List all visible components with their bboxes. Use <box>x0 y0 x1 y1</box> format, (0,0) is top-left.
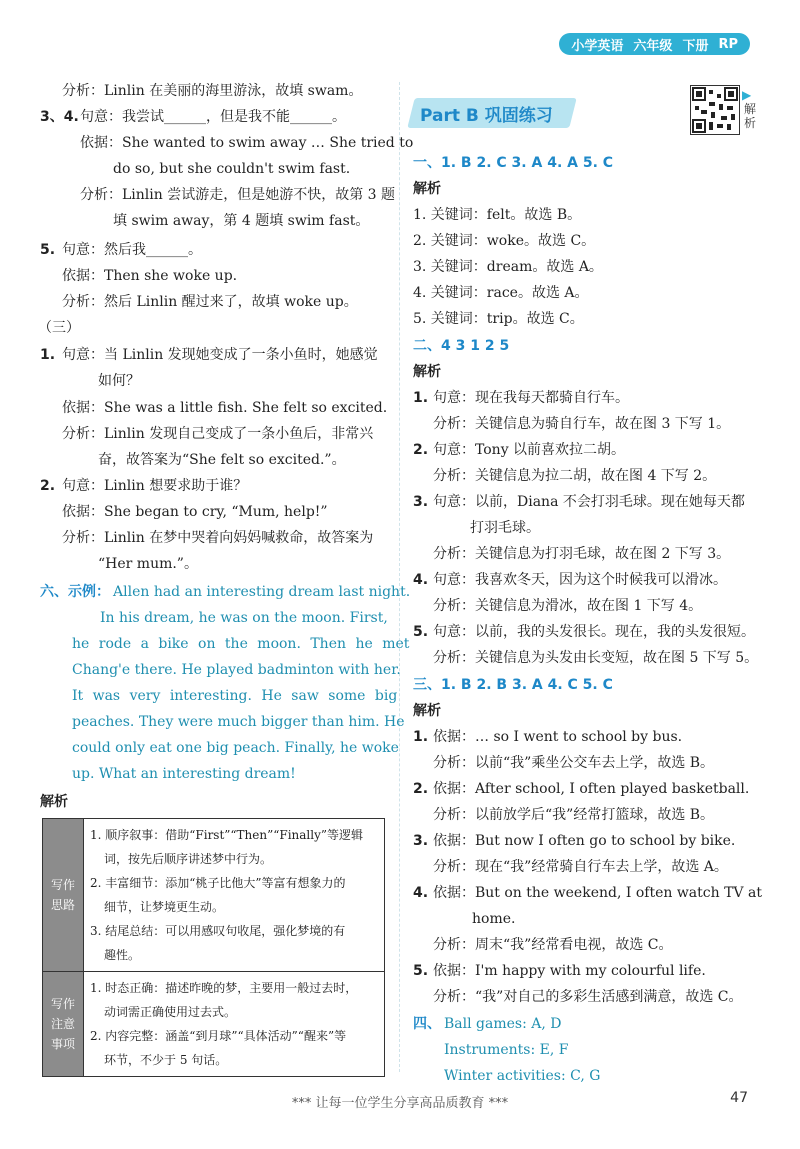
analysis: 分析：周末“我”经常看电视，故选 C。 <box>433 937 673 953</box>
evidence: 依据：I'm happy with my colourful life. <box>433 963 706 979</box>
analysis: 分析：Linlin 发现自己变成了一条小鱼后，非常兴 <box>62 426 374 442</box>
evidence: 依据：After school, I often played basketball. <box>433 781 750 797</box>
sentence-meaning: 句意：然后我______。 <box>62 242 202 258</box>
page-number: 47 <box>730 1090 748 1106</box>
analysis: 分析：关键信息为骑自行车，故在图 3 下写 1。 <box>433 416 731 432</box>
evidence: 依据：But on the weekend, I often watch TV at <box>433 885 762 901</box>
evidence: 依据：Then she woke up. <box>62 268 238 284</box>
item-number: 3. <box>413 833 429 849</box>
sample-line: could only eat one big peach. Finally, he woke <box>72 740 399 756</box>
section-answers: 一、1. B 2. C 3. A 4. A 5. C <box>413 155 614 171</box>
question-number: 2. <box>40 478 56 494</box>
writing-analysis-table <box>42 818 385 1077</box>
column-divider <box>399 82 401 1072</box>
header-grade: 六年级 <box>633 38 673 54</box>
evidence-cont: do so, but she couldn't swim fast. <box>113 161 351 177</box>
analysis: 分析：关键信息为打羽毛球，故在图 2 下写 3。 <box>433 546 731 562</box>
footer-slogan: *** 让每一位学生分享高品质教育 *** <box>291 1096 509 1111</box>
sample-label: 六、示例： <box>40 584 110 600</box>
analysis: 分析：“我”对自己的多彩生活感到满意，故选 C。 <box>433 989 743 1005</box>
item-number: 5. <box>413 963 429 979</box>
item-number: 1. <box>413 729 429 745</box>
sample-line: Allen had an interesting dream last night. <box>113 584 411 600</box>
evidence: 依据：… so I went to school by bus. <box>433 729 683 745</box>
question-number: 5. <box>40 242 56 258</box>
header-volume: 下册 <box>682 38 709 54</box>
analysis: 分析：然后 Linlin 醒过来了，故填 woke up。 <box>62 294 358 310</box>
section-answers: 二、4 3 1 2 5 <box>413 338 510 354</box>
item-number: 2. <box>413 781 429 797</box>
analysis-cont: 奋，故答案为“She felt so excited.”。 <box>98 452 346 468</box>
sample-line: Chang'e there. He played badminton with her. <box>72 662 401 678</box>
section-label: 四、 <box>413 1016 441 1032</box>
analysis: 分析：以前“我”乘坐公交车去上学，故选 B。 <box>433 755 715 771</box>
evidence-cont: home. <box>472 911 516 927</box>
sample-line: up. What an interesting dream! <box>72 766 296 782</box>
list-item: 4. 关键词：race。故选 A。 <box>413 285 589 301</box>
writing-notes-label: 写作 注意 事项 <box>43 972 84 1077</box>
sample-line: he rode a bike on the moon. Then he met <box>72 636 410 652</box>
writing-approach-content: 1. 顺序叙事：借助“First”“Then”“Finally”等逻辑 词，按先后顺序讲述梦中行为。 2. 丰富细节：添加“桃子比他大”等富有想象力的 细节，让梦境更生动。 3. 结尾总结：可以用感叹句收尾，强化梦境的有 趣性。 <box>84 819 385 972</box>
qr-label: 解析 <box>744 102 757 130</box>
item-number: 2. <box>413 442 429 458</box>
book-header-badge <box>559 33 750 55</box>
sample-line: In his dream, he was on the moon. First, <box>100 610 388 626</box>
sentence-meaning: 句意：Tony 以前喜欢拉二胡。 <box>433 442 626 458</box>
qr-code-icon[interactable] <box>690 85 740 135</box>
section-answers: 三、1. B 2. B 3. A 4. C 5. C <box>413 677 613 693</box>
evidence: 依据：She wanted to swim away … She tried to <box>80 135 414 151</box>
item-number: 3. <box>413 494 429 510</box>
analysis-cont: “Her mum.”。 <box>98 556 198 572</box>
list-item: 5. 关键词：trip。故选 C。 <box>413 311 584 327</box>
left-line: 分析：Linlin 在美丽的海里游泳，故填 swam。 <box>62 83 363 99</box>
evidence: 依据：She began to cry, “Mum, help!” <box>62 504 328 520</box>
item-number: 4. <box>413 572 429 588</box>
question-number: 3、4. <box>40 109 79 125</box>
analysis-heading: 解析 <box>413 181 441 197</box>
analysis: 分析：Linlin 在梦中哭着向妈妈喊救命，故答案为 <box>62 530 374 546</box>
evidence: 依据：She was a little fish. She felt so excited. <box>62 400 388 416</box>
sample-line: It was very interesting. He saw some big <box>72 688 398 704</box>
sentence-meaning-cont: 打羽毛球。 <box>470 520 540 536</box>
item-number: 4. <box>413 885 429 901</box>
header-edition: RP <box>718 36 738 52</box>
sentence-meaning: 句意：Linlin 想要求助于谁？ <box>62 478 248 494</box>
evidence: 依据：But now I often go to school by bike. <box>433 833 736 849</box>
analysis-heading: 解析 <box>413 364 441 380</box>
list-item: 2. 关键词：woke。故选 C。 <box>413 233 596 249</box>
sentence-meaning: 句意：当 Linlin 发现她变成了一条小鱼时，她感觉 <box>62 347 378 363</box>
analysis: 分析：Linlin 尝试游走，但是她游不快，故第 3 题 <box>80 187 396 203</box>
analysis: 分析：关键信息为拉二胡，故在图 4 下写 2。 <box>433 468 717 484</box>
analysis-cont: 填 swim away，第 4 题填 swim fast。 <box>113 213 370 229</box>
sentence-meaning-cont: 如何？ <box>98 373 140 389</box>
answer-line: Instruments: E, F <box>444 1042 569 1058</box>
sentence-meaning: 句意：现在我每天都骑自行车。 <box>433 390 629 406</box>
sentence-meaning: 句意：以前，我的头发很长。现在，我的头发很短。 <box>433 624 755 640</box>
sentence-meaning: 句意：我尝试______，但是我不能______。 <box>80 109 346 125</box>
list-item: 3. 关键词：dream。故选 A。 <box>413 259 603 275</box>
item-number: 5. <box>413 624 429 640</box>
sentence-meaning: 句意：我喜欢冬天，因为这个时候我可以滑冰。 <box>433 572 727 588</box>
section-label: （三） <box>38 320 80 336</box>
writing-notes-content: 1. 时态正确：描述昨晚的梦，主要用一般过去时， 动词需正确使用过去式。 2. 内容完整：涵盖“到月球”“具体活动”“醒来”等 环节，不少于 5 句话。 <box>84 972 385 1077</box>
list-item: 1. 关键词：felt。故选 B。 <box>413 207 582 223</box>
analysis: 分析：关键信息为头发由长变短，故在图 5 下写 5。 <box>433 650 759 666</box>
header-subject: 小学英语 <box>571 38 624 54</box>
part-title: Part B 巩固练习 <box>420 106 553 126</box>
play-icon: ▶ <box>742 88 752 102</box>
sample-line: peaches. They were much bigger than him. He <box>72 714 405 730</box>
analysis: 分析：现在“我”经常骑自行车去上学，故选 A。 <box>433 859 728 875</box>
item-number: 1. <box>413 390 429 406</box>
answer-line: Winter activities: C, G <box>444 1068 601 1084</box>
analysis-heading: 解析 <box>413 703 441 719</box>
sentence-meaning: 句意：以前，Diana 不会打羽毛球。现在她每天都 <box>433 494 745 510</box>
answer-line: Ball games: A, D <box>444 1016 562 1032</box>
writing-approach-label: 写作 思路 <box>43 819 84 972</box>
analysis-heading: 解析 <box>40 794 68 810</box>
analysis: 分析：以前放学后“我”经常打篮球，故选 B。 <box>433 807 715 823</box>
question-number: 1. <box>40 347 56 363</box>
analysis: 分析：关键信息为滑冰，故在图 1 下写 4。 <box>433 598 703 614</box>
